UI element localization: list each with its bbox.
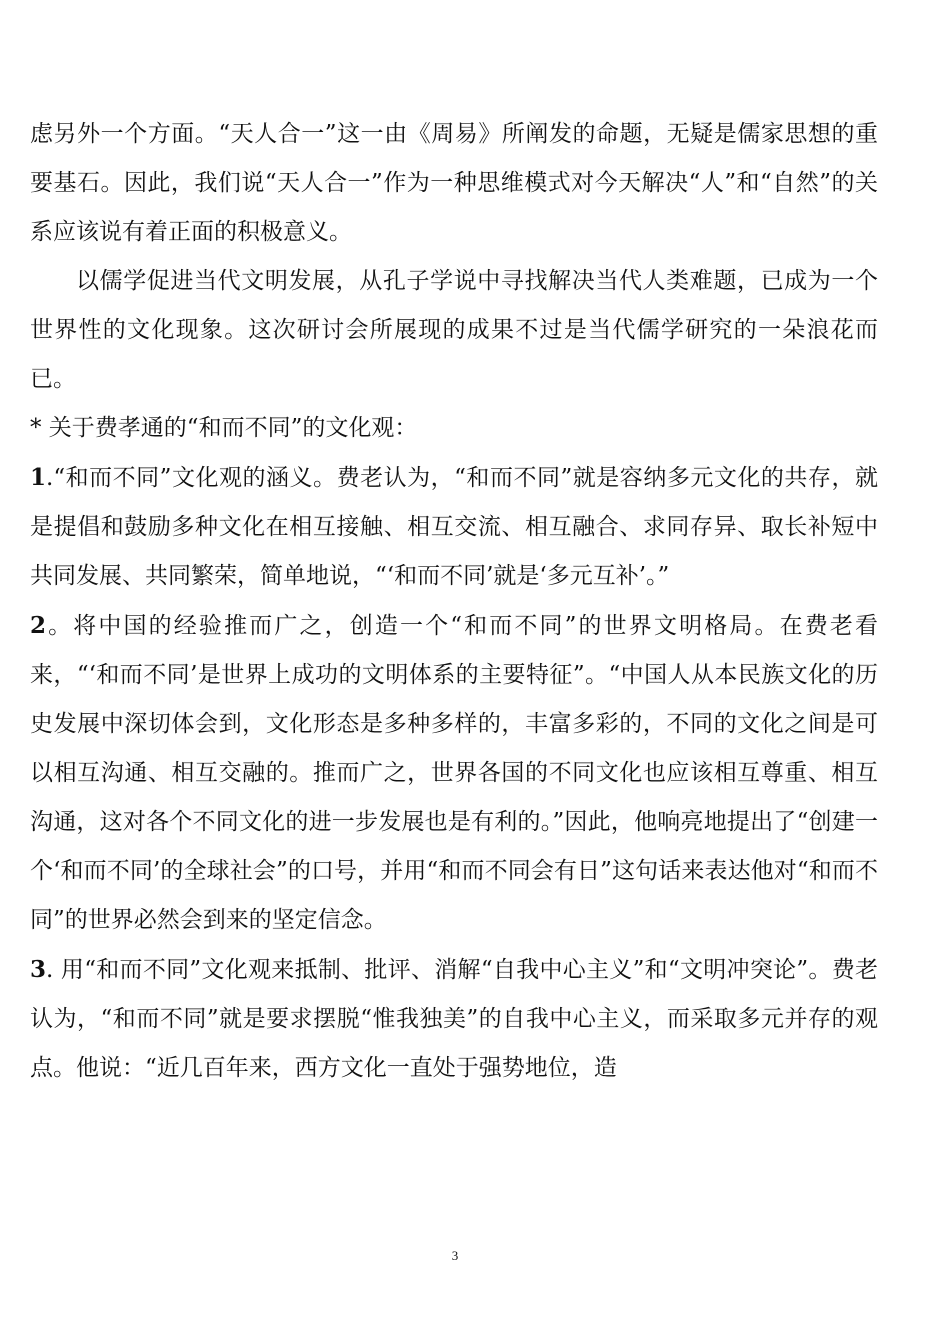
list-item-number: 2 <box>30 612 47 639</box>
list-item-3 <box>30 945 878 1093</box>
document-body <box>30 110 878 1093</box>
list-item-1 <box>30 453 878 601</box>
paragraph-continuation <box>30 110 878 257</box>
paragraph-text: . 用“和而不同”文化观来抵制、批评、消解“自我中心主义”和“文明冲突论”。费老认为，“和而不同”就是要求摆脱“惟我独美”的自我中心主义，而采取多元并存的观点。他说：“近几百年来，西方文化一直处于强势地位，造 <box>30 957 878 1081</box>
paragraph-text: * 关于费孝通的“和而不同”的文化观： <box>30 415 418 441</box>
paragraph-confucianism-civilization <box>30 257 878 404</box>
section-heading-fei-xiaotong <box>30 404 878 453</box>
list-item-number: 1 <box>30 464 47 491</box>
paragraph-text: .“和而不同”文化观的涵义。费老认为，“和而不同”就是容纳多元文化的共存，就是提倡和鼓励多种文化在相互接触、相互交流、相互融合、求同存异、取长补短中共同发展、共同繁荣，简单地说，“‘和而不同’就是‘多元互补’。” <box>30 465 878 589</box>
paragraph-text: 。将中国的经验推而广之，创造一个“和而不同”的世界文明格局。在费老看来，“‘和而不同’是世界上成功的文明体系的主要特征”。“中国人从本民族文化的历史发展中深切体会到，文化形态是多种多样的，丰富多彩的，不同的文化之间是可以相互沟通、相互交融的。推而广之，世界各国的不同文化也应该相互尊重、相互沟通，这对各个不同文化的进一步发展也是有利的。”因此，他响亮地提出了“创建一个‘和而不同’的全球社会”的口号，并用“和而不同会有日”这句话来表达他对“和而不同”的世界必然会到来的坚定信念。 <box>30 613 878 933</box>
list-item-2 <box>30 601 878 945</box>
page-number: 3 <box>451 1248 459 1263</box>
paragraph-text: 以儒学促进当代文明发展，从孔子学说中寻找解决当代人类难题，已成为一个世界性的文化现象。这次研讨会所展现的成果不过是当代儒学研究的一朵浪花而已。 <box>30 268 878 392</box>
list-item-number: 3 <box>30 956 47 983</box>
paragraph-text: 虑另外一个方面。“天人合一”这一由《周易》所阐发的命题，无疑是儒家思想的重要基石。因此，我们说“天人合一”作为一种思维模式对今天解决“人”和“自然”的关系应该说有着正面的积极意义。 <box>30 121 878 245</box>
